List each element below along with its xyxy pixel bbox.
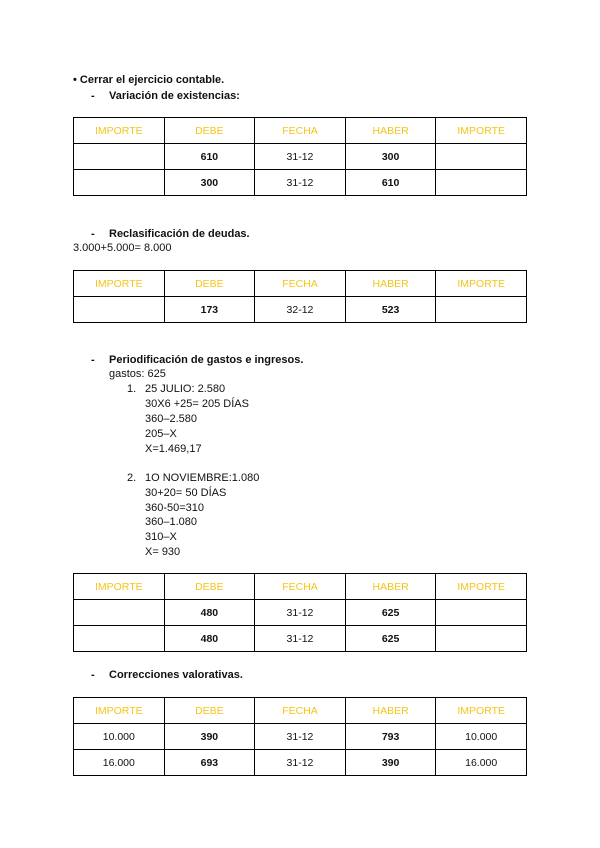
section-dash: - [91,228,95,240]
cell-importe: 16.000 [74,750,165,776]
calc-line: 360–2.580 [145,413,197,425]
calc-line: 1O NOVIEMBRE:1.080 [145,472,260,484]
cell-importe [74,144,165,170]
cell-importe: 10.000 [74,724,165,750]
header-fecha: FECHA [255,574,346,600]
calc-line: 25 JULIO: 2.580 [145,383,226,395]
cell-importe [436,600,527,626]
table-variacion [73,117,527,196]
cell-fecha: 31-12 [255,170,346,196]
cell-importe [436,144,527,170]
section-title-periodificacion: Periodificación de gastos e ingresos. [109,354,304,366]
cell-haber: 625 [345,626,436,652]
calc-line: 30+20= 50 DÍAS [145,487,227,499]
header-importe: IMPORTE [74,271,165,297]
header-fecha: FECHA [255,698,346,724]
table-header-row [74,118,527,144]
section-dash: - [91,354,95,366]
table-row [74,170,527,196]
calc-line: X= 930 [145,546,181,558]
header-importe: IMPORTE [436,118,527,144]
cell-importe [74,600,165,626]
header-importe: IMPORTE [436,574,527,600]
section-title-reclasificacion: Reclasificación de deudas. [109,228,250,240]
calc-line: 360-50=310 [145,502,205,514]
cell-debe: 300 [164,170,255,196]
cell-fecha: 31-12 [255,144,346,170]
cell-fecha: 31-12 [255,750,346,776]
calc-line: 310–X [145,531,177,543]
section-title-variacion: Variación de existencias: [109,90,240,102]
cell-haber: 793 [345,724,436,750]
cell-debe: 480 [164,600,255,626]
cell-debe: 173 [164,297,255,323]
table-row [74,600,527,626]
table-header-row [74,271,527,297]
list-number: 1. [127,383,137,395]
header-importe: IMPORTE [436,271,527,297]
header-importe: IMPORTE [74,574,165,600]
section-title-correcciones: Correcciones valorativas. [109,669,243,681]
section-dash: - [91,669,95,681]
cell-haber: 523 [345,297,436,323]
cell-importe: 16.000 [436,750,527,776]
cell-haber: 625 [345,600,436,626]
table-row [74,297,527,323]
cell-debe: 480 [164,626,255,652]
header-importe: IMPORTE [74,118,165,144]
reclasificacion-note: 3.000+5.000= 8.000 [73,242,172,254]
main-heading: • Cerrar el ejercicio contable. [73,74,225,86]
cell-debe: 390 [164,724,255,750]
calc-line: 205–X [145,428,177,440]
header-importe: IMPORTE [74,698,165,724]
cell-importe [436,297,527,323]
list-number: 2. [127,472,137,484]
table-row [74,750,527,776]
header-fecha: FECHA [255,271,346,297]
header-importe: IMPORTE [436,698,527,724]
header-debe: DEBE [164,698,255,724]
header-debe: DEBE [164,271,255,297]
header-debe: DEBE [164,574,255,600]
cell-haber: 390 [345,750,436,776]
table-correcciones [73,697,527,776]
cell-fecha: 31-12 [255,724,346,750]
cell-haber: 300 [345,144,436,170]
table-reclasificacion [73,270,527,323]
cell-importe [436,170,527,196]
cell-importe [74,626,165,652]
calc-line: 30X6 +25= 205 DÍAS [145,398,249,410]
cell-importe [74,297,165,323]
cell-debe: 610 [164,144,255,170]
cell-fecha: 31-12 [255,600,346,626]
calc-line: 360–1.080 [145,516,197,528]
table-row [74,144,527,170]
header-haber: HABER [345,118,436,144]
cell-fecha: 32-12 [255,297,346,323]
header-haber: HABER [345,698,436,724]
header-haber: HABER [345,574,436,600]
gastos-label: gastos: 625 [109,368,166,380]
cell-debe: 693 [164,750,255,776]
table-row [74,724,527,750]
header-debe: DEBE [164,118,255,144]
table-row [74,626,527,652]
header-fecha: FECHA [255,118,346,144]
cell-fecha: 31-12 [255,626,346,652]
section-dash: - [91,90,95,102]
table-header-row [74,574,527,600]
cell-haber: 610 [345,170,436,196]
table-periodificacion [73,573,527,652]
table-header-row [74,698,527,724]
calc-line: X=1.469,17 [145,443,202,455]
cell-importe [436,626,527,652]
header-haber: HABER [345,271,436,297]
cell-importe [74,170,165,196]
cell-importe: 10.000 [436,724,527,750]
